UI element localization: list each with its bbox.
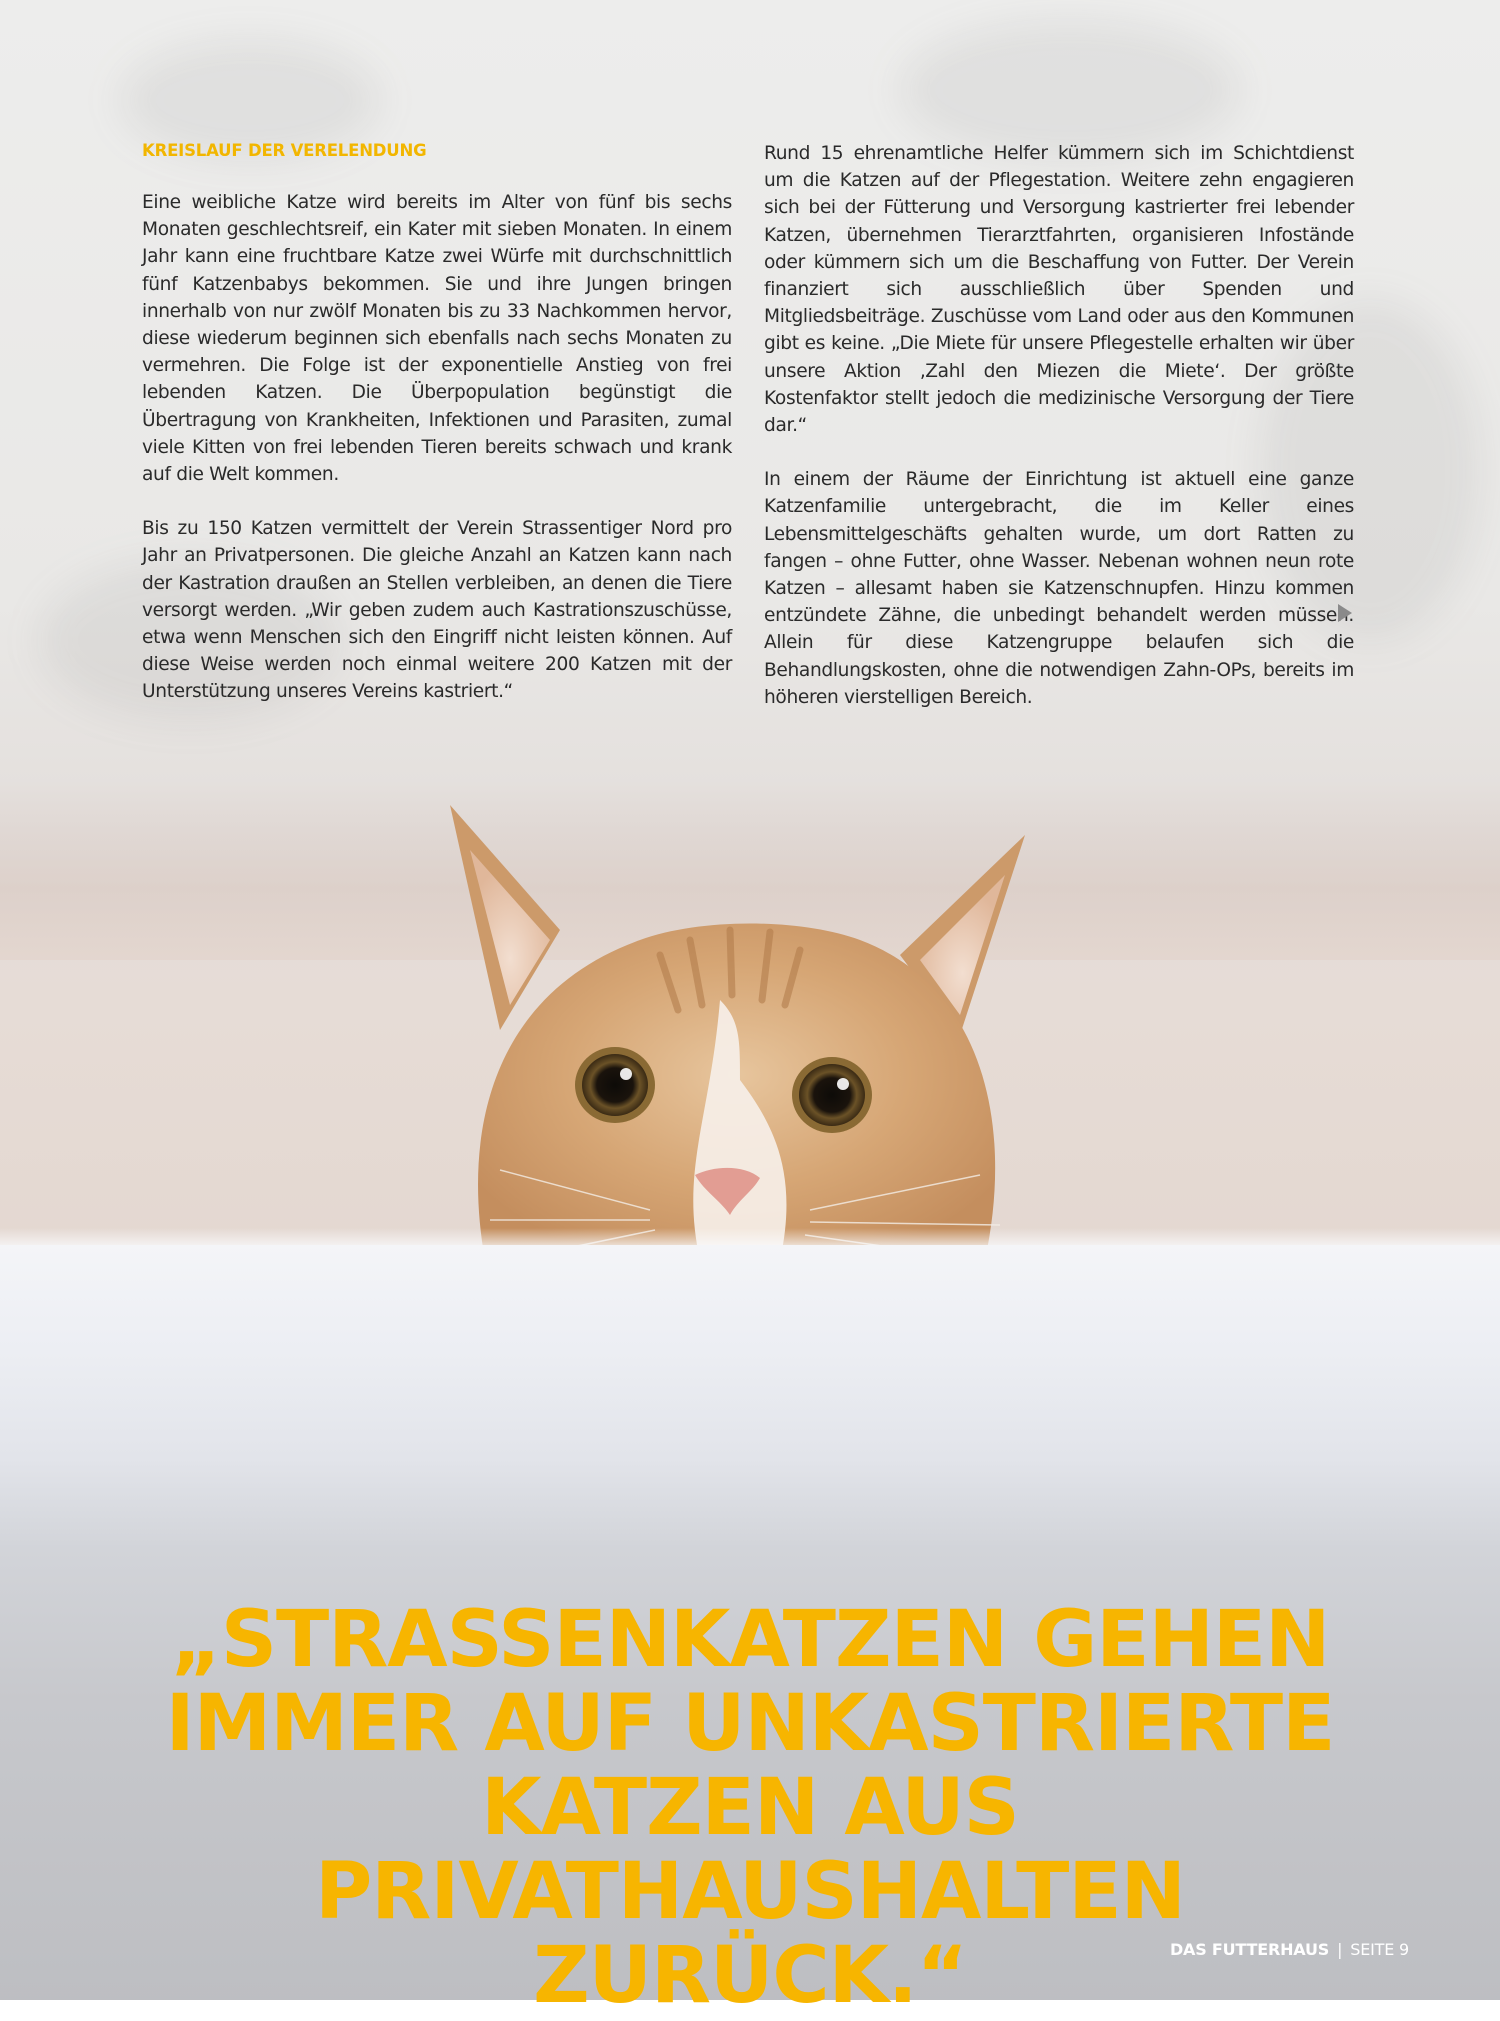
cat-left-eye [582, 1054, 648, 1116]
paragraph: Bis zu 150 Katzen vermittelt der Verein Strassentiger Nord pro Jahr an Privatpersonen. Die gleiche Anzahl an Katzen kann nach der Kastration draußen an Stellen verbleiben, an denen die Tiere versorgt werden. „Wir geben zudem auch Kastrationszuschüsse, etwa wenn Menschen sich den Eingriff nicht leisten können. Auf diese Weise werden noch einmal weitere 200 Katzen mit der Unterstützung unseres Vereins kastriert.“ [142, 518, 732, 703]
pull-quote: „STRASSENKATZEN GEHEN IMMER AUF UNKASTRIERTE KATZEN AUS PRIVATHAUSHALTEN ZURÜCK.“ [165, 1595, 1335, 2021]
footer-brand: DAS FUTTERHAUS [1169, 1940, 1330, 1959]
continue-arrow-icon [1338, 604, 1352, 622]
paragraph: Eine weibliche Katze wird bereits im Alter von fünf bis sechs Monaten geschlechtsreif, ein Kater mit sieben Monaten. In einem Jahr kann eine fruchtbare Katze zwei Würfe mit durchschnittlich fünf Katzenbabys bekommen. Sie und ihre Jungen bringen innerhalb von nur zwölf Monaten bis zu 33 Nachkommen hervor, diese wiederum beginnen sich ebenfalls nach sechs Monaten zu vermehren. Die Folge ist der exponentielle Anstieg von frei lebenden Katzen. Die Überpopulation begünstigt die Übertragung von Krankheiten, Infektionen und Parasiten, zumal viele Kitten von frei lebenden Tieren bereits schwach und krank auf die Welt kommen. [142, 192, 732, 486]
cat-photo [440, 790, 1040, 1260]
page-footer [1170, 1940, 1409, 1959]
wall-texture [900, 20, 1240, 160]
article-right-column [764, 140, 1354, 711]
paragraph: Rund 15 ehrenamtliche Helfer kümmern sich im Schichtdienst um die Katzen auf der Pflegestation. Weitere zehn engagieren sich bei der Fütterung und Versorgung kastrierter frei lebender Katzen, übernehmen Tierarztfahrten, organisieren Infostände oder kümmern sich um die Beschaffung von Futter. Der Verein finanziert sich ausschließlich über Spenden und Mitgliedsbeiträge. Zuschüsse vom Land oder aus den Kommunen gibt es keine. „Die Miete für unsere Pflegestelle erhalten wir über unsere Aktion ‚Zahl den Miezen die Miete‘. Der größte Kostenfaktor stellt jedoch die medizinische Versorgung der Tiere dar.“ [764, 143, 1354, 437]
paragraph: In einem der Räume der Einrichtung ist aktuell eine ganze Katzenfamilie untergebracht, die im Keller eines Lebensmittelgeschäfts gehalten wurde, um dort Ratten zu fangen – ohne Futter, ohne Wasser. Nebenan wohnen neun rote Katzen – allesamt haben sie Katzenschnupfen. Hinzu kommen entzündete Zähne, die unbedingt behandelt werden müssen. Allein für diese Katzengruppe belaufen sich die Behandlungskosten, ohne die notwendigen Zahn-OPs, bereits im höheren vierstelligen Bereich. [764, 469, 1354, 708]
section-kicker: KREISLAUF DER VERELENDUNG [142, 141, 427, 160]
footer-separator: | [1337, 1940, 1343, 1959]
article-left-column [142, 140, 732, 706]
cat-right-eye [799, 1064, 865, 1126]
page-number: SEITE 9 [1350, 1940, 1409, 1959]
